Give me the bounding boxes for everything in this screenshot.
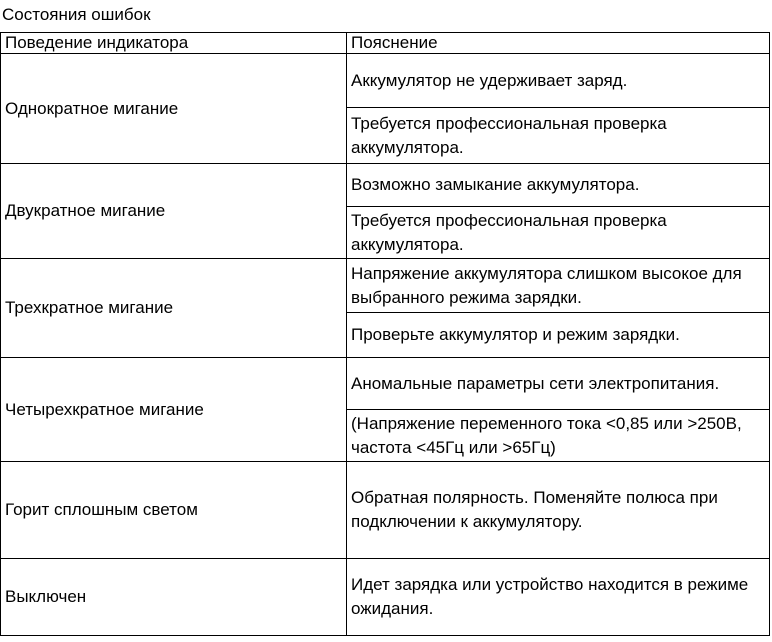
explanation-cell: Обратная полярность. Поменяйте полюса при подключении к аккумулятору. [347,462,770,559]
explanation-cell: Проверьте аккумулятор и режим зарядки. [347,313,770,358]
behavior-cell: Горит сплошным светом [1,462,347,559]
table-header-row [1,33,770,54]
table-row [1,559,770,636]
explanation-cell: Идет зарядка или устройство находится в режиме ожидания. [347,559,770,636]
table-row [1,358,770,410]
table-row [1,164,770,207]
explanation-cell: Напряжение аккумулятора слишком высокое для выбранного режима зарядки. [347,259,770,313]
header-explanation: Пояснение [347,33,770,54]
behavior-cell: Однократное мигание [1,54,347,164]
behavior-cell: Выключен [1,559,347,636]
error-states-table [0,32,770,636]
explanation-cell: Требуется профессиональная проверка аккумулятора. [347,207,770,259]
explanation-cell: (Напряжение переменного тока <0,85 или >250В, частота <45Гц или >65Гц) [347,410,770,462]
table-row [1,54,770,108]
table-row [1,259,770,313]
behavior-cell: Трехкратное мигание [1,259,347,358]
behavior-cell: Четырехкратное мигание [1,358,347,462]
header-behavior: Поведение индикатора [1,33,347,54]
table-row [1,462,770,559]
explanation-cell: Аккумулятор не удерживает заряд. [347,54,770,108]
behavior-cell: Двукратное мигание [1,164,347,259]
explanation-cell: Аномальные параметры сети электропитания. [347,358,770,410]
page-title: Состояния ошибок [2,5,151,24]
explanation-cell: Возможно замыкание аккумулятора. [347,164,770,207]
explanation-cell: Требуется профессиональная проверка аккумулятора. [347,108,770,164]
